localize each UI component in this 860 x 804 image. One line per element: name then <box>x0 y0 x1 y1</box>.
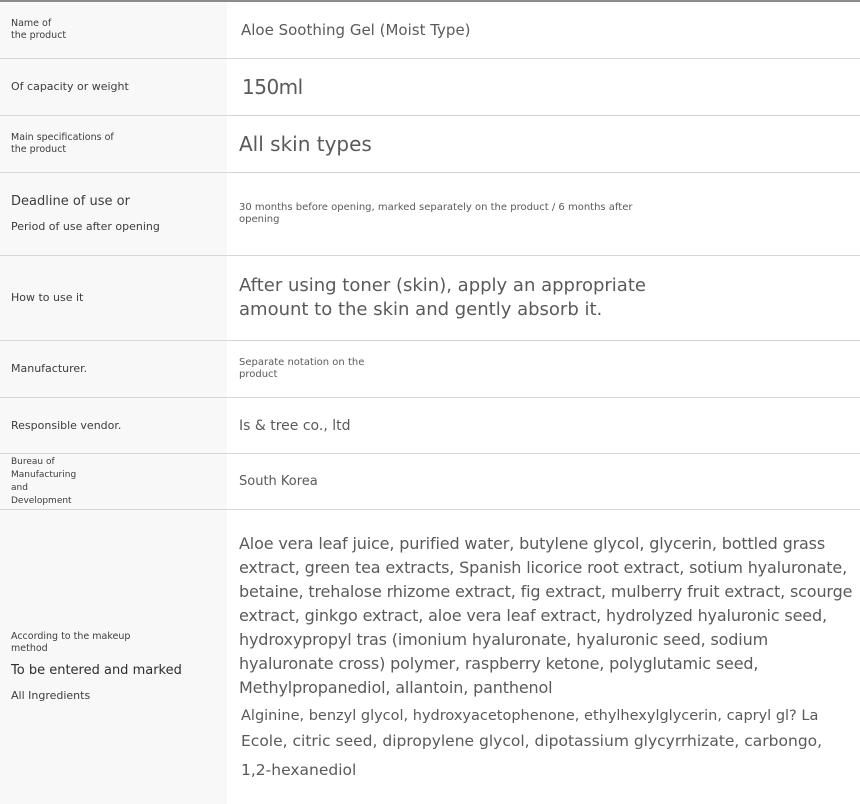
row-value-cell <box>227 2 860 58</box>
label-vendor: Responsible vendor. <box>11 418 122 432</box>
row-value-cell <box>227 510 860 804</box>
label-specifications: Main specifications of the product <box>11 132 114 155</box>
row-how-to-use <box>0 256 860 341</box>
value-manufacturer: Separate notation on the product <box>239 357 365 380</box>
row-value-cell <box>227 173 860 255</box>
row-value-cell <box>227 454 860 509</box>
row-value-cell <box>227 341 860 397</box>
row-label-cell <box>0 2 227 58</box>
value-product-name: Aloe Soothing Gel (Moist Type) <box>241 21 471 39</box>
row-capacity <box>0 59 860 116</box>
label-how-to-use: How to use it <box>11 291 84 304</box>
row-value-cell <box>227 398 860 453</box>
row-label-cell <box>0 59 227 115</box>
row-specifications <box>0 116 860 173</box>
row-value-cell <box>227 116 860 172</box>
row-value-cell <box>227 256 860 340</box>
row-ingredients <box>0 510 860 804</box>
value-ingredients-tail: Ecole, citric seed, dipropylene glycol, dipotassium glycyrrhizate, carbongo, 1,2-hexanediol <box>241 732 823 779</box>
value-ingredients-continued: Alginine, benzyl glycol, hydroxyacetophenone, ethylhexylglycerin, capryl gl? La <box>241 708 819 724</box>
label-manufacturer: Manufacturer. <box>11 362 88 375</box>
value-origin: South Korea <box>239 473 318 489</box>
value-specifications: All skin types <box>239 132 372 156</box>
value-ingredients-main: Aloe vera leaf juice, purified water, butylene glycol, glycerin, bottled grass extract, green tea extracts, Spanish licorice root extract, sotium hyaluronate, betaine, trehalose rhizome extract, fig extract, mulberry fruit extract, scourge extract, ginkgo extract, aloe vera leaf extract, hydrolyzed hyaluronic seed, hydroxypropyl tras (imonium hyaluronate, hyaluronic seed, sodium hyaluronate cross) polymer, raspberry ketone, polyglutamic seed, Methylpropanediol, allantoin, panthenol <box>239 534 853 697</box>
label-capacity: Of capacity or weight <box>11 80 129 93</box>
row-label-cell <box>0 398 227 453</box>
label-ingredients-subtitle: All Ingredients <box>11 689 91 702</box>
row-label-cell <box>0 116 227 172</box>
row-deadline <box>0 173 860 256</box>
label-deadline-subtitle: Period of use after opening <box>11 220 160 233</box>
value-how-to-use: After using toner (skin), apply an appropriate amount to the skin and gently absorb it. <box>239 275 646 320</box>
row-product-name <box>0 2 860 59</box>
label-ingredients-method: According to the makeup method <box>11 631 131 654</box>
row-value-cell <box>227 59 860 115</box>
value-capacity: 150ml <box>242 75 303 99</box>
value-deadline: 30 months before opening, marked separately on the product / 6 months after opening <box>239 202 633 225</box>
label-deadline-title: Deadline of use or <box>11 194 130 209</box>
row-label-cell <box>0 173 227 255</box>
row-label-cell <box>0 454 227 509</box>
label-product-name: Name of the product <box>11 18 67 41</box>
row-vendor <box>0 398 860 454</box>
label-ingredients-title: To be entered and marked <box>11 663 182 678</box>
value-vendor: Is & tree co., ltd <box>239 417 351 434</box>
row-label-cell <box>0 256 227 340</box>
row-manufacturer <box>0 341 860 398</box>
label-origin: Bureau of Manufacturing and Development <box>11 456 77 506</box>
row-origin <box>0 454 860 510</box>
row-label-cell <box>0 510 227 804</box>
row-label-cell <box>0 341 227 397</box>
